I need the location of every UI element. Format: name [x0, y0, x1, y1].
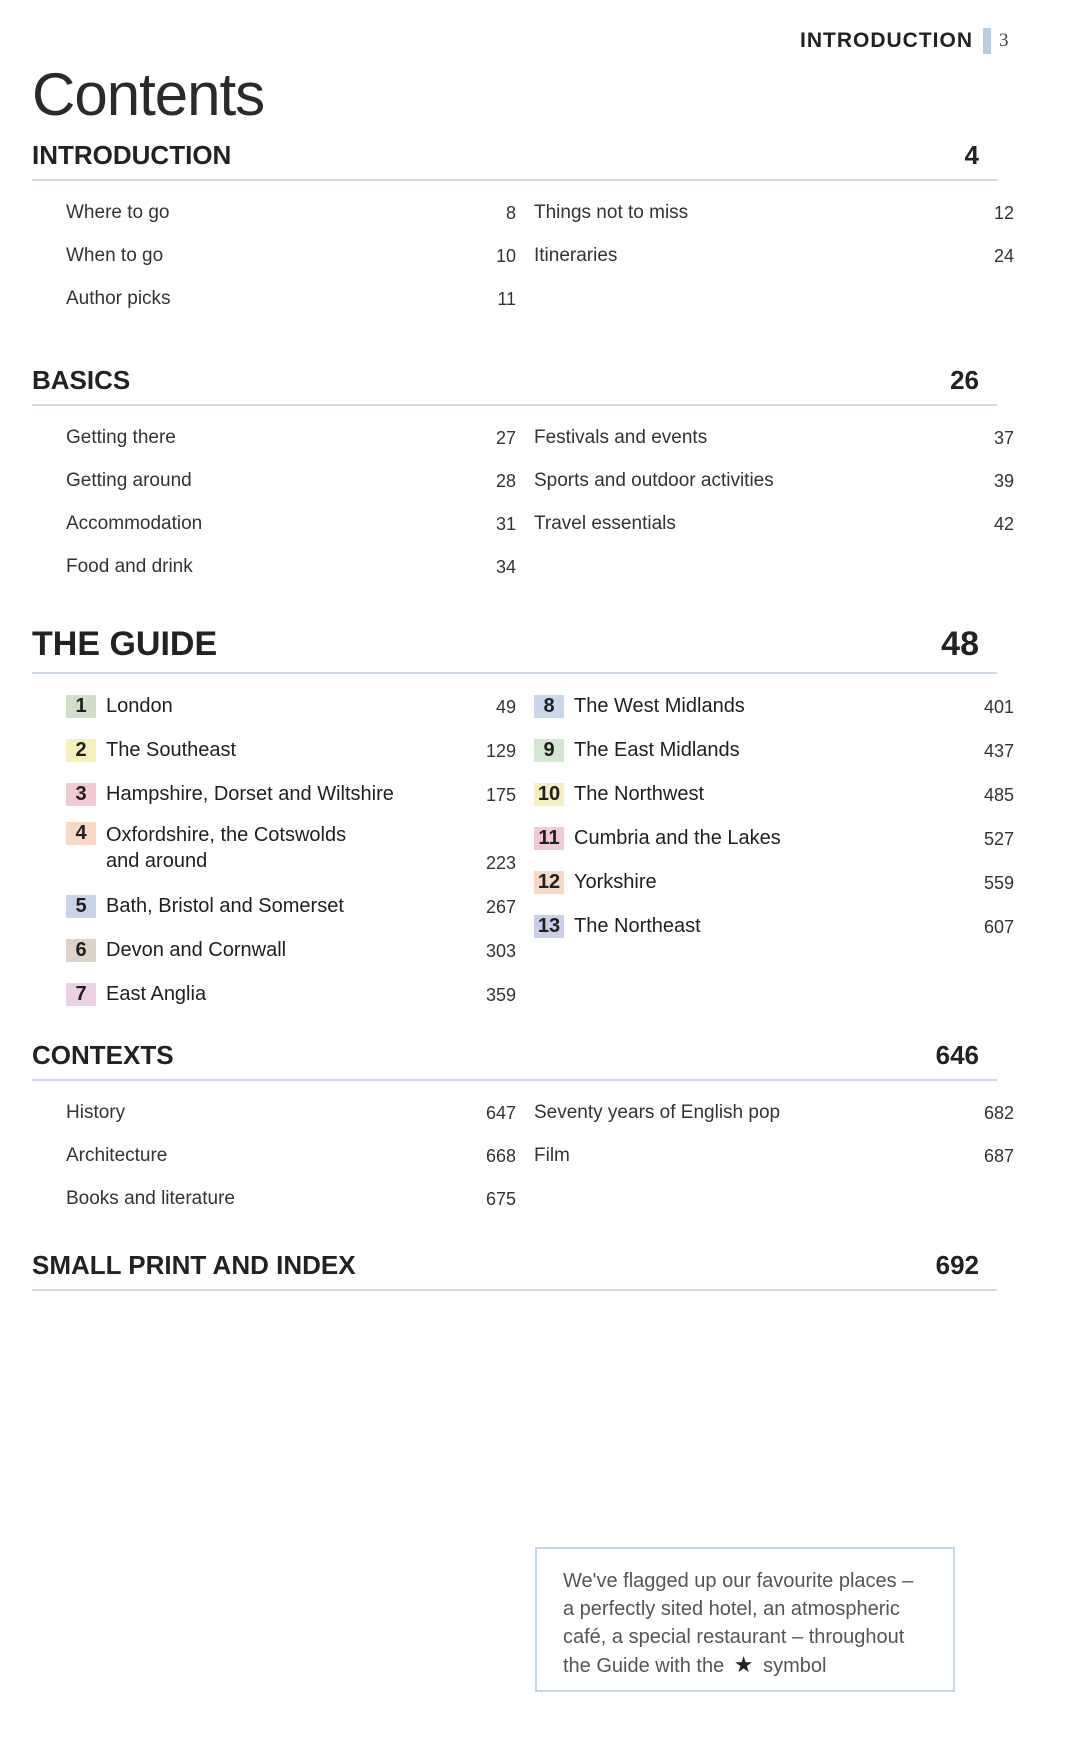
- toc-label: Author picks: [66, 288, 171, 309]
- toc-label: Books and literature: [66, 1188, 235, 1209]
- chapter-page: 129: [485, 741, 516, 761]
- toc-page: 24: [993, 246, 1014, 266]
- chapter-page: 607: [983, 917, 1014, 937]
- toc-page: 687: [983, 1146, 1014, 1166]
- chapter-entry[interactable]: [32, 874, 532, 918]
- toc-entry[interactable]: [32, 406, 532, 449]
- star-icon: ★: [733, 1652, 754, 1677]
- toc-label: Seventy years of English pop: [534, 1102, 781, 1123]
- chapter-number-badge: 2: [66, 739, 96, 762]
- toc-entry[interactable]: [32, 1167, 532, 1210]
- chapter-entry[interactable]: [32, 806, 532, 874]
- chapter-number-badge: 11: [534, 827, 564, 850]
- toc-label: Getting around: [66, 470, 192, 491]
- section-page: 48: [941, 625, 979, 663]
- chapter-entry[interactable]: [532, 718, 1032, 762]
- toc-label: Food and drink: [66, 556, 193, 577]
- note-text: We've flagged up our favourite places – a perfectly sited hotel, an atmospheric café, a special restaurant – throughout the Guide with the: [563, 1570, 914, 1677]
- toc-label: Things not to miss: [534, 202, 689, 223]
- chapter-entry[interactable]: [32, 918, 532, 962]
- toc-page: 11: [497, 289, 516, 309]
- section-the-guide: [32, 625, 1014, 1006]
- chapter-number-badge: 13: [534, 915, 564, 938]
- toc-entry[interactable]: [532, 181, 1032, 224]
- toc-label: History: [66, 1102, 126, 1123]
- chapter-page: 49: [495, 697, 516, 717]
- toc-page: 31: [495, 514, 516, 534]
- toc-entry[interactable]: [32, 1081, 532, 1124]
- chapter-label: The Northeast: [574, 915, 701, 937]
- chapter-entry[interactable]: [32, 674, 532, 718]
- chapter-number-badge: 9: [534, 739, 564, 762]
- chapter-page: 223: [485, 853, 516, 873]
- section-title: THE GUIDE: [32, 625, 218, 663]
- toc-entry[interactable]: [32, 449, 532, 492]
- chapter-label: London: [106, 695, 173, 717]
- section-header[interactable]: [32, 1040, 997, 1081]
- toc-page: 34: [495, 557, 516, 577]
- section-title: BASICS: [32, 365, 131, 395]
- chapter-number-badge: 12: [534, 871, 564, 894]
- toc-label: Festivals and events: [534, 427, 708, 448]
- chapter-page: 175: [485, 785, 516, 805]
- chapter-number-badge: 6: [66, 939, 96, 962]
- chapter-number-badge: 7: [66, 983, 96, 1006]
- toc-page: 28: [495, 471, 516, 491]
- section-title: SMALL PRINT AND INDEX: [32, 1250, 356, 1280]
- chapter-page: 527: [983, 829, 1014, 849]
- chapter-label: Oxfordshire, the Cotswolds and around: [106, 824, 347, 872]
- toc-label: Sports and outdoor activities: [534, 470, 774, 491]
- toc-label: Film: [534, 1145, 570, 1166]
- chapter-label: The Northwest: [574, 783, 705, 805]
- section-small-print-and-index: [32, 1250, 997, 1291]
- chapter-entry[interactable]: [532, 674, 1032, 718]
- note-text-end: symbol: [763, 1655, 827, 1677]
- toc-page: 10: [495, 246, 516, 266]
- toc-entry[interactable]: [32, 181, 532, 224]
- section-title: CONTEXTS: [32, 1040, 174, 1070]
- chapter-label: East Anglia: [106, 983, 207, 1005]
- toc-entry[interactable]: [32, 267, 532, 310]
- section-header[interactable]: [32, 365, 997, 406]
- running-head: [800, 28, 1020, 54]
- chapter-page: 267: [485, 897, 516, 917]
- running-head-page-number: 3: [999, 30, 1010, 51]
- chapter-number-badge: 5: [66, 895, 96, 918]
- toc-page: 37: [993, 428, 1014, 448]
- running-head-divider: [983, 28, 991, 54]
- chapter-number-badge: 4: [66, 822, 96, 845]
- toc-entry[interactable]: [32, 492, 532, 535]
- chapter-entry[interactable]: [532, 894, 1032, 938]
- toc-page: 42: [993, 514, 1014, 534]
- toc-entry[interactable]: [32, 1124, 532, 1167]
- toc-label: Itineraries: [534, 245, 618, 266]
- toc-page: 647: [485, 1103, 516, 1123]
- chapter-number-badge: 1: [66, 695, 96, 718]
- toc-entry[interactable]: [532, 1081, 1032, 1124]
- toc-page: 12: [993, 203, 1014, 223]
- chapter-label: Yorkshire: [574, 871, 657, 893]
- section-title: INTRODUCTION: [32, 140, 232, 170]
- chapter-label: Cumbria and the Lakes: [574, 827, 781, 849]
- toc-entry[interactable]: [532, 449, 1032, 492]
- toc-page: 8: [505, 203, 516, 223]
- toc-page: 39: [993, 471, 1014, 491]
- running-head-section: INTRODUCTION: [800, 29, 973, 52]
- toc-label: Architecture: [66, 1145, 168, 1166]
- page-title: Contents: [32, 61, 265, 128]
- toc-label: Travel essentials: [534, 513, 676, 534]
- chapter-entry[interactable]: [532, 806, 1032, 850]
- toc-page: 27: [495, 428, 516, 448]
- chapter-page: 359: [485, 985, 516, 1005]
- section-contexts: [32, 1040, 1014, 1210]
- section-page: 26: [950, 365, 979, 395]
- toc-entry[interactable]: [32, 535, 532, 578]
- section-page: 4: [964, 140, 979, 170]
- chapter-label: The West Midlands: [574, 695, 745, 717]
- chapter-entry[interactable]: [532, 850, 1032, 894]
- chapter-page: 303: [485, 941, 516, 961]
- toc-page: 682: [983, 1103, 1014, 1123]
- section-page: 692: [935, 1250, 979, 1280]
- chapter-number-badge: 3: [66, 783, 96, 806]
- chapter-label: The East Midlands: [574, 739, 740, 761]
- chapter-page: 437: [983, 741, 1014, 761]
- chapter-number-badge: 8: [534, 695, 564, 718]
- chapter-page: 401: [983, 697, 1014, 717]
- section-introduction: [32, 140, 1014, 310]
- chapter-label: Hampshire, Dorset and Wiltshire: [106, 783, 394, 805]
- chapter-page: 559: [983, 873, 1014, 893]
- favourites-note-box: [535, 1547, 955, 1692]
- toc-label: Where to go: [66, 202, 170, 223]
- toc-entry[interactable]: [532, 1124, 1032, 1167]
- section-header[interactable]: [32, 1250, 997, 1291]
- section-basics: [32, 365, 1014, 578]
- chapter-number-badge: 10: [534, 783, 564, 806]
- section-header[interactable]: [32, 140, 997, 181]
- chapter-entry[interactable]: [32, 962, 532, 1006]
- chapter-entry[interactable]: [32, 718, 532, 762]
- toc-label: When to go: [66, 245, 164, 266]
- toc-label: Accommodation: [66, 513, 203, 534]
- chapter-entry[interactable]: [32, 762, 532, 806]
- toc-entry[interactable]: [532, 492, 1032, 535]
- chapter-label: Devon and Cornwall: [106, 939, 287, 961]
- toc-entry[interactable]: [532, 224, 1032, 267]
- chapter-entry[interactable]: [532, 762, 1032, 806]
- chapter-label: Bath, Bristol and Somerset: [106, 895, 344, 917]
- toc-page: 675: [485, 1189, 516, 1209]
- section-header[interactable]: [32, 625, 997, 674]
- toc-label: Getting there: [66, 427, 176, 448]
- toc-entry[interactable]: [532, 406, 1032, 449]
- section-page: 646: [935, 1040, 979, 1070]
- toc-page: 668: [485, 1146, 516, 1166]
- toc-entry[interactable]: [32, 224, 532, 267]
- chapter-label: The Southeast: [106, 739, 237, 761]
- chapter-page: 485: [983, 785, 1014, 805]
